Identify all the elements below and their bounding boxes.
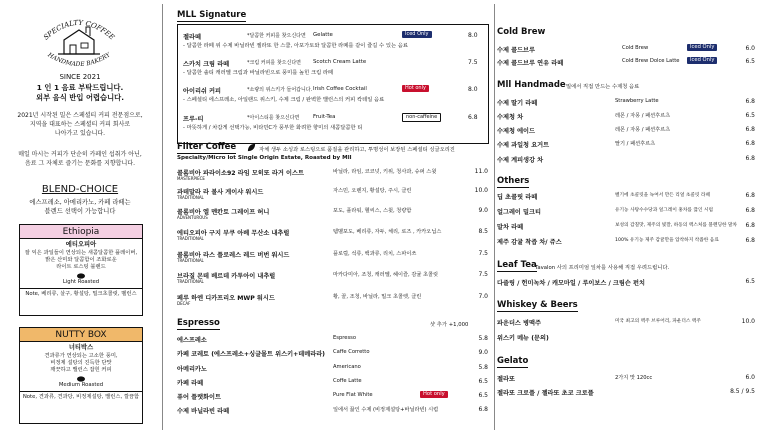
signature-item-name: 프루-티 bbox=[183, 116, 204, 123]
filter-title: Filter Coffee bbox=[177, 142, 237, 152]
leaf-tea-item-price: 6.5 bbox=[745, 278, 755, 285]
filter-item-notes: 마카다미아, 조청, 캐러멜, 헤이즐, 감귤 초콜릿 bbox=[333, 272, 439, 278]
handmade-item-price: 6.8 bbox=[745, 126, 755, 133]
handmade-item-name: 수제 딸기 라떼 bbox=[497, 100, 538, 107]
whiskey-item-name: 위스키 메뉴 (문의) bbox=[497, 335, 549, 342]
espresso-item-name: 카페 라떼 bbox=[177, 380, 204, 387]
cold-brew-item-en: Cold Brew Dolce Latte bbox=[622, 58, 680, 64]
cafe-logo-icon bbox=[36, 12, 122, 74]
handmade-item-name: 수제청 차 bbox=[497, 114, 524, 121]
signature-item-desc: - 달콤한 라떼 위 수제 바닐라빈 젤라또 한 스쿱, 아포가토와 달콤한 라떼를 같이 즐길 수 있는 음료 bbox=[183, 43, 408, 49]
leaf-icon bbox=[247, 143, 256, 152]
nutty-roast: Medium Roasted bbox=[58, 381, 104, 388]
filter-item-name: 브라질 몬테 베르데 카투아이 내추럴 bbox=[177, 273, 276, 280]
filter-item-category: TRADITIONAL bbox=[177, 236, 204, 241]
hot-only-badge: Hot only bbox=[402, 85, 429, 92]
filter-item-name: 콜롬비아 파라이소92 라임 모히또 라거 이스트 bbox=[177, 170, 304, 177]
intro-line-2: 지역을 대표하는 스페셜티 커피 회사로 bbox=[29, 121, 131, 128]
signature-box bbox=[177, 24, 489, 144]
filter-item-category: TRADITIONAL bbox=[177, 279, 204, 284]
signature-item-desc: - 마뜻하게 / 차갑게 선택가능, 비타민C가 풍부한 화려한 향미의 새콤달콤한 티 bbox=[183, 125, 363, 131]
handmade-item-price: 6.8 bbox=[745, 140, 755, 147]
gelato-item-desc: 2가지 맛 120cc bbox=[615, 375, 653, 381]
signature-item-hint: *크림 커피를 찾으신다면 bbox=[247, 60, 301, 66]
filter-item-notes: 자스민, 오렌지, 황설탕, 주시, 클린 bbox=[333, 188, 412, 194]
rule-no-outside-food: 외부 음식 반입 어렵습니다. bbox=[36, 93, 124, 102]
nutty-line-1: 견과류가 연상되는 고소한 풍미, bbox=[44, 352, 118, 359]
espresso-item-price: 5.8 bbox=[478, 364, 488, 371]
nutty-line-3: 깨끗하고 밸런스 잡힌 커피 bbox=[50, 366, 112, 373]
nutty-title: NUTTY BOX bbox=[20, 328, 142, 342]
iced-only-badge: Iced Only bbox=[687, 57, 717, 64]
handmade-item-price: 6.5 bbox=[745, 112, 755, 119]
espresso-item-name: 수제 바닐라빈 라떼 bbox=[177, 408, 230, 415]
gelato-item-name: 젤라또 크로플 / 젤라또 초코 크로플 bbox=[497, 390, 594, 397]
espresso-item-name: 카페 코레토 (에스프레소+싱글몰트 위스키+데메라라) bbox=[177, 351, 326, 358]
filter-item-price: 11.0 bbox=[474, 168, 488, 175]
others-item-name: 제주 감귤 착즙 차/ 쥬스 bbox=[497, 239, 562, 246]
signature-item-hint: *달콤한 커피를 찾으신다면 bbox=[247, 33, 306, 39]
filter-item-notes: 황, 꿀, 조청, 바닐라, 밀크 초콜렛, 클린 bbox=[333, 294, 422, 300]
espresso-item-en: Espresso bbox=[333, 335, 357, 341]
whiskey-item-name: 파운더스 병맥주 bbox=[497, 320, 541, 327]
others-item-desc: 벨기에 초콜릿을 녹여서 만든 리얼 초콜릿 라떼 bbox=[615, 193, 710, 198]
filter-item-price: 7.5 bbox=[478, 271, 488, 278]
intro-line-3: 나아가고 있습니다. bbox=[54, 130, 106, 137]
signature-item-price: 6.8 bbox=[468, 114, 478, 121]
ethiopia-line-2: 밝은 산미와 달콤함이 조화로운 bbox=[45, 256, 117, 263]
nutty-note: Note, 견과류, 견과당, 비정제설탕, 밸런스, 깔끔함 bbox=[20, 391, 142, 403]
espresso-item-name: 아메리카노 bbox=[177, 366, 207, 373]
shot-extra-note: 샷 추가 +1,000 bbox=[430, 322, 469, 328]
since-label: SINCE 2021 bbox=[59, 73, 101, 81]
espresso-item-price: 5.8 bbox=[478, 335, 488, 342]
daily-line-1: 매일 마시는 커피가 단순히 카페인 섭취가 아닌, bbox=[18, 151, 142, 158]
espresso-title: Espresso bbox=[177, 318, 220, 328]
filter-item-notes: 플로럴, 석류, 백과류, 리치, 스파이쓰 bbox=[333, 251, 417, 257]
handmade-item-name: 수제 과일청 요거트 bbox=[497, 142, 550, 149]
signature-item-hint: *소량의 위스키가 들어갑니다. bbox=[247, 87, 313, 93]
filter-item-name: 페루 하엔 디카프리오 MWP 워시드 bbox=[177, 295, 275, 302]
ethiopia-blend-box bbox=[19, 224, 143, 316]
filter-intro: 자체 생두 소싱과 로스팅으로 품질을 관리하고, 투명성이 보장된 스페셜티 싱글오리진 bbox=[259, 147, 455, 153]
filter-item-category: DECAF bbox=[177, 301, 191, 306]
hot-only-badge: Hot only bbox=[420, 391, 448, 398]
svg-text:SPECIALTY COFFEE: SPECIALTY COFFEE bbox=[42, 18, 116, 42]
gelato-item-price: 6.0 bbox=[745, 374, 755, 381]
ethiopia-note: Note, 베리류, 살구, 황설탕, 밀크초콜릿, 벨런스 bbox=[20, 288, 142, 300]
handmade-item-desc: 레몬 / 자몽 / 패션후르츠 bbox=[615, 113, 671, 119]
others-item-name: 얼그레이 밀크티 bbox=[497, 209, 541, 216]
blend-choice-title: BLEND-CHOICE bbox=[41, 184, 119, 195]
intro-line-1: 2021년 시작된 밀은 스페셜티 커피 전문점으로, bbox=[17, 112, 143, 119]
espresso-item-en: 일에서 끓인 수제 (비정제설탕+바닐라빈) 시럽 bbox=[333, 407, 439, 413]
filter-item-notes: 템벨포도, 베리류, 자두, 체리, 로즈 , 카카오닙스 bbox=[333, 229, 442, 235]
others-item-price: 6.8 bbox=[745, 207, 755, 214]
column-divider-left bbox=[162, 4, 163, 430]
filter-item-price: 7.5 bbox=[478, 250, 488, 257]
espresso-item-en: Caffe Corretto bbox=[333, 349, 370, 355]
rule-one-drink: 1 인 1 음료 부탁드립니다. bbox=[36, 83, 124, 92]
espresso-item-price: 9.0 bbox=[478, 349, 488, 356]
whiskey-title: Whiskey & Beers bbox=[497, 300, 578, 310]
filter-item-category: TRADITIONAL bbox=[177, 258, 204, 263]
ethiopia-sub: 에티오피아 bbox=[65, 241, 97, 248]
filter-item-category: MASTERPIECE bbox=[177, 176, 205, 181]
espresso-item-en: Americano bbox=[333, 364, 361, 370]
filter-item-category: TRADITIONAL bbox=[177, 195, 204, 200]
filter-item-price: 7.0 bbox=[478, 293, 488, 300]
handmade-item-desc: Strawberry Latte bbox=[615, 98, 659, 104]
cold-brew-item-price: 6.0 bbox=[745, 45, 755, 52]
others-item-price: 6.8 bbox=[745, 192, 755, 199]
iced-only-badge: Iced Only bbox=[687, 44, 717, 51]
daily-line-2: 음료 그 자체로 즐기는 문화를 지향합니다. bbox=[25, 160, 135, 167]
ethiopia-line-3: 라이트 로스팅 블렌드 bbox=[56, 263, 106, 270]
cold-brew-item-name: 수제 콜드브루 연유 라떼 bbox=[497, 60, 564, 67]
espresso-item-name: 퓨어 플랫화이트 bbox=[177, 394, 221, 401]
non-caffeine-badge: non-caffeine bbox=[402, 113, 441, 122]
blend-desc-1: 에스프레소, 아메리카노, 카페 라떼는 bbox=[29, 199, 131, 206]
filter-item-name: 과테말라 라 볼사 게이샤 워시드 bbox=[177, 189, 264, 196]
leaf-tea-title: Leaf Tea bbox=[497, 260, 537, 270]
gelato-item-price: 8.5 / 9.5 bbox=[730, 388, 755, 395]
gelato-item-name: 젤라또 bbox=[497, 376, 515, 383]
cold-brew-title: Cold Brew bbox=[497, 27, 546, 37]
signature-item-name: 아이리쉬 커피 bbox=[183, 88, 222, 95]
nutty-body bbox=[20, 342, 142, 391]
espresso-item-en: Coffe Latte bbox=[333, 378, 362, 384]
handmade-item-name: 수제청 에이드 bbox=[497, 128, 536, 135]
signature-item-hint: *아이스티를 찾으신다면 bbox=[247, 115, 300, 121]
leaf-tea-item-name: 다즐링 / 헌미녹차 / 캐모마일 / 루이보스 / 크림슨 펀치 bbox=[497, 280, 645, 287]
column-divider-right bbox=[494, 4, 495, 430]
handmade-item-price: 6.8 bbox=[745, 98, 755, 105]
handmade-item-desc: 딸기 / 패션후르츠 bbox=[615, 141, 656, 147]
signature-item-en: Irish Coffee Cocktail bbox=[313, 86, 367, 92]
signature-item-desc: - 달콤한 솔티 캐러멜 크림과 바닐라빈으로 풍미를 높힌 크림 라떼 bbox=[183, 70, 334, 76]
blend-desc-2: 블렌드 선택이 가능합니다 bbox=[44, 208, 116, 215]
filter-item-name: 콜롬비아 엘 멘칸토 그레이프 허니 bbox=[177, 209, 270, 216]
signature-item-name: 스카치 크림 라떼 bbox=[183, 61, 230, 68]
cold-brew-item-en: Cold Brew bbox=[622, 45, 649, 51]
nutty-line-2: 비정제 설탕의 진득한 단맛 bbox=[50, 359, 112, 366]
signature-item-desc: - 스페셜티 에스프레소, 아일랜드 위스키, 수제 크림 / 완벽한 밸런스의 커피 칵테일 음료 bbox=[183, 97, 385, 103]
espresso-item-name: 에스프레소 bbox=[177, 337, 207, 344]
cold-brew-item-name: 수제 콜드브루 bbox=[497, 47, 536, 54]
others-item-desc: 유기농 사탕수수당과 얼그레이 홍차를 끓인 시럽 bbox=[615, 208, 714, 213]
filter-item-notes: 포도, 플라워, 헬씨스, 스윗, 청량함 bbox=[333, 208, 412, 214]
filter-item-notes: 바닐라, 라임, 코코넛, 키위, 청사과, 슈퍼 스윗 bbox=[333, 169, 437, 175]
handmade-note: 밀에서 직접 만드는 수제청 음료 bbox=[566, 84, 640, 90]
ethiopia-body bbox=[20, 239, 142, 288]
signature-item-price: 8.0 bbox=[468, 86, 478, 93]
others-item-name: 딥 초콜릿 라떼 bbox=[497, 194, 538, 201]
filter-item-category: ADVENTUROUS bbox=[177, 215, 208, 220]
others-item-price: 6.8 bbox=[745, 237, 755, 244]
ethiopia-line-1: 잘 익은 과일들이 연상되는 새콤달콤한 플레이버, bbox=[24, 249, 138, 256]
whiskey-item-desc: 미국 최고의 맥주 브루어리, 파운더스 맥주 bbox=[615, 319, 701, 324]
signature-item-name: 젤라떼 bbox=[183, 34, 201, 41]
leaf-tea-note: Tavalon 사의 프리미엄 잎차를 사용해 직접 우려드립니다. bbox=[535, 265, 670, 271]
filter-item-price: 9.0 bbox=[478, 207, 488, 214]
iced-only-badge: Iced Only bbox=[402, 31, 432, 38]
signature-item-en: Gelatte bbox=[313, 32, 333, 38]
nutty-sub: 너티박스 bbox=[68, 344, 94, 351]
left-column bbox=[0, 0, 160, 434]
filter-item-price: 10.0 bbox=[474, 187, 488, 194]
filter-item-name: 콜롬비아 라스 플로레스 레드 버번 워시드 bbox=[177, 252, 290, 259]
others-item-name: 말차 라떼 bbox=[497, 224, 524, 231]
nutty-box-blend-box bbox=[19, 327, 143, 424]
signature-item-price: 8.0 bbox=[468, 32, 478, 39]
handmade-title: Mll Handmade bbox=[497, 80, 566, 90]
others-item-price: 6.8 bbox=[745, 222, 755, 229]
gelato-title: Gelato bbox=[497, 356, 529, 366]
whiskey-item-price: 10.0 bbox=[741, 318, 755, 325]
cold-brew-item-price: 6.5 bbox=[745, 58, 755, 65]
handmade-item-desc: 레몬 / 자몽 / 패션후르츠 bbox=[615, 127, 671, 133]
filter-sub: Specialty/Micro lot Single Origin Estate, Roasted by Mll bbox=[177, 155, 352, 161]
espresso-item-en: Pure Flat White bbox=[333, 392, 373, 398]
signature-title: MLL Signature bbox=[177, 10, 247, 20]
espresso-item-price: 6.5 bbox=[478, 378, 488, 385]
ethiopia-title: Ethiopia bbox=[20, 225, 142, 239]
espresso-item-price: 6.8 bbox=[478, 406, 488, 413]
others-title: Others bbox=[497, 176, 530, 186]
filter-item-name: 에티오피아 구지 부쿠 아베 무산소 내추럴 bbox=[177, 230, 290, 237]
ethiopia-roast: Light Roasted bbox=[62, 278, 100, 285]
signature-item-en: Scotch Cream Latte bbox=[313, 59, 367, 65]
handmade-item-price: 6.8 bbox=[745, 155, 755, 162]
filter-item-price: 8.5 bbox=[478, 228, 488, 235]
signature-item-price: 7.5 bbox=[468, 59, 478, 66]
others-item-desc: 보성의 감칠맛, 제주의 빛깔, 하동의 맥스처를 블렌딩한 말차 bbox=[615, 223, 738, 228]
espresso-item-price: 6.5 bbox=[478, 392, 488, 399]
handmade-item-name: 수제 계피생강 차 bbox=[497, 157, 544, 164]
svg-text:HANDMADE BAKERY: HANDMADE BAKERY bbox=[46, 51, 112, 69]
signature-item-en: Fruit-Tea bbox=[313, 114, 336, 120]
others-item-desc: 100% 유기농 제주 감귤만을 압착하지 착즙한 음료 bbox=[615, 238, 719, 243]
